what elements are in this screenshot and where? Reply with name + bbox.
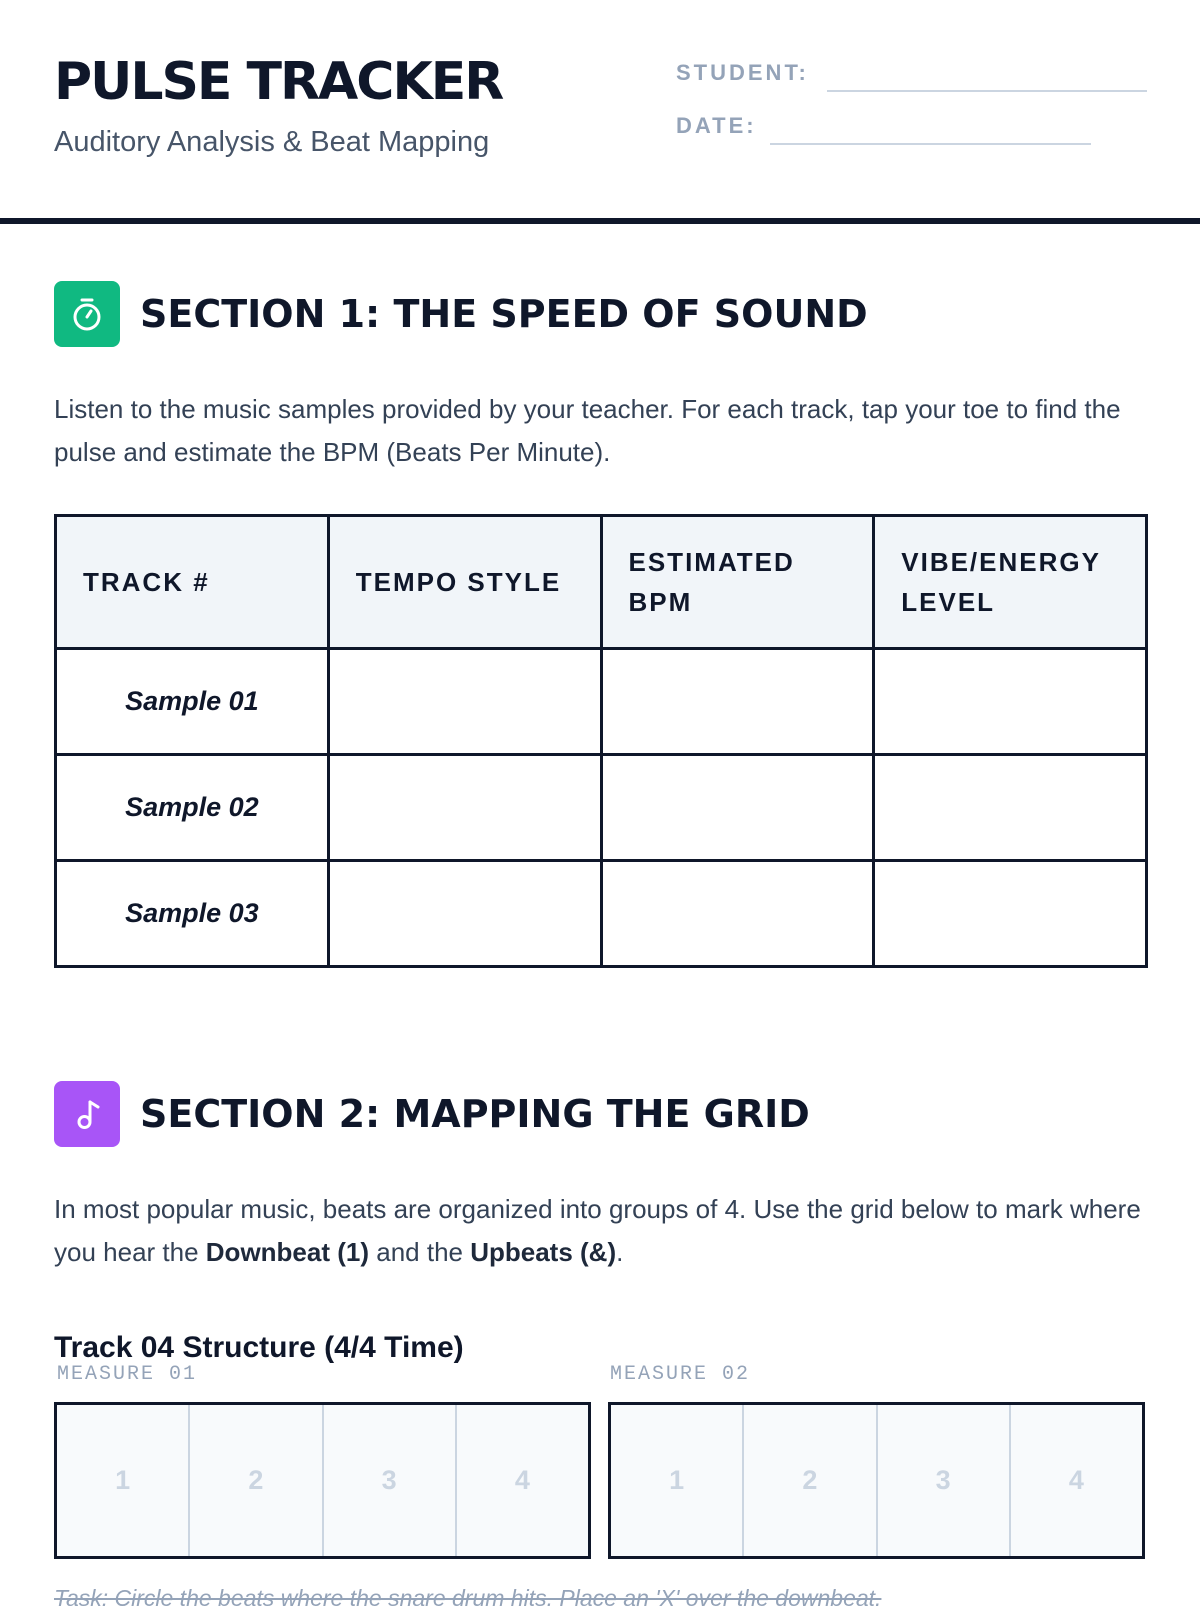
page-title: PULSE TRACKER: [54, 52, 503, 112]
estimated-bpm-cell[interactable]: [601, 649, 874, 755]
section-1-title: SECTION 1: THE SPEED OF SOUND: [140, 292, 868, 336]
measure-01-grid: [54, 1402, 591, 1559]
beat-cell[interactable]: 2: [744, 1405, 877, 1556]
instructions-text: In most popular music, beats are organized into groups of 4. Use the grid below to mark where you hear the: [54, 1194, 1141, 1267]
measure-label: MEASURE 01: [57, 1363, 198, 1386]
stopwatch-icon: [54, 281, 120, 347]
vibe-energy-cell[interactable]: [874, 649, 1147, 755]
tempo-style-cell[interactable]: [328, 861, 601, 967]
table-row: [56, 755, 1147, 861]
vibe-energy-cell[interactable]: [874, 755, 1147, 861]
section-1-instructions: Listen to the music samples provided by your teacher. For each track, tap your toe to find the pulse and estimate the BPM (Beats Per Minute).: [54, 394, 1121, 467]
instructions-text: and the: [369, 1237, 471, 1267]
beat-cell[interactable]: 1: [57, 1405, 190, 1556]
music-note-icon: [54, 1081, 120, 1147]
tempo-style-cell[interactable]: [328, 755, 601, 861]
beat-cell[interactable]: 3: [324, 1405, 457, 1556]
section-2-title: SECTION 2: MAPPING THE GRID: [140, 1092, 810, 1136]
student-label: STUDENT:: [676, 60, 809, 85]
table-row: [56, 861, 1147, 967]
date-field[interactable]: [770, 143, 1091, 145]
measure-02-grid: [608, 1402, 1145, 1559]
vibe-energy-cell[interactable]: [874, 861, 1147, 967]
header-divider: [0, 218, 1200, 224]
student-name-field[interactable]: [827, 90, 1147, 92]
beat-cell[interactable]: 4: [514, 1465, 530, 1495]
measure-label: MEASURE 02: [610, 1363, 751, 1386]
task-instructions: Task: Circle the beats where the snare drum hits. Place an 'X' over the downbeat.: [54, 1585, 882, 1611]
tempo-style-cell[interactable]: [328, 649, 601, 755]
beat-cell[interactable]: 2: [190, 1405, 323, 1556]
column-header-tempo-style: TEMPO STYLE: [328, 516, 601, 649]
track-cell: Sample 01: [56, 649, 329, 755]
column-header-track: TRACK #: [56, 516, 329, 649]
column-header-vibe-energy: VIBE/ENERGY LEVEL: [874, 516, 1147, 649]
track-structure-title: Track 04 Structure (4/4 Time): [54, 1331, 464, 1364]
table-row: [56, 649, 1147, 755]
beat-cell[interactable]: 4: [1068, 1465, 1084, 1495]
section-2-instructions: [54, 1188, 1154, 1274]
track-cell: Sample 03: [56, 861, 329, 967]
table-header-row: [56, 516, 1147, 649]
estimated-bpm-cell[interactable]: [601, 755, 874, 861]
page-subtitle: Auditory Analysis & Beat Mapping: [54, 126, 490, 158]
upbeats-term: Upbeats (&): [470, 1237, 617, 1267]
beat-cell[interactable]: 1: [611, 1405, 744, 1556]
beat-cell[interactable]: 3: [878, 1405, 1011, 1556]
column-header-estimated-bpm: ESTIMATED BPM: [601, 516, 874, 649]
tempo-table: [54, 514, 1148, 968]
track-cell: Sample 02: [56, 755, 329, 861]
date-label: DATE:: [676, 113, 757, 138]
downbeat-term: Downbeat (1): [205, 1237, 370, 1267]
instructions-text: .: [616, 1237, 624, 1267]
estimated-bpm-cell[interactable]: [601, 861, 874, 967]
